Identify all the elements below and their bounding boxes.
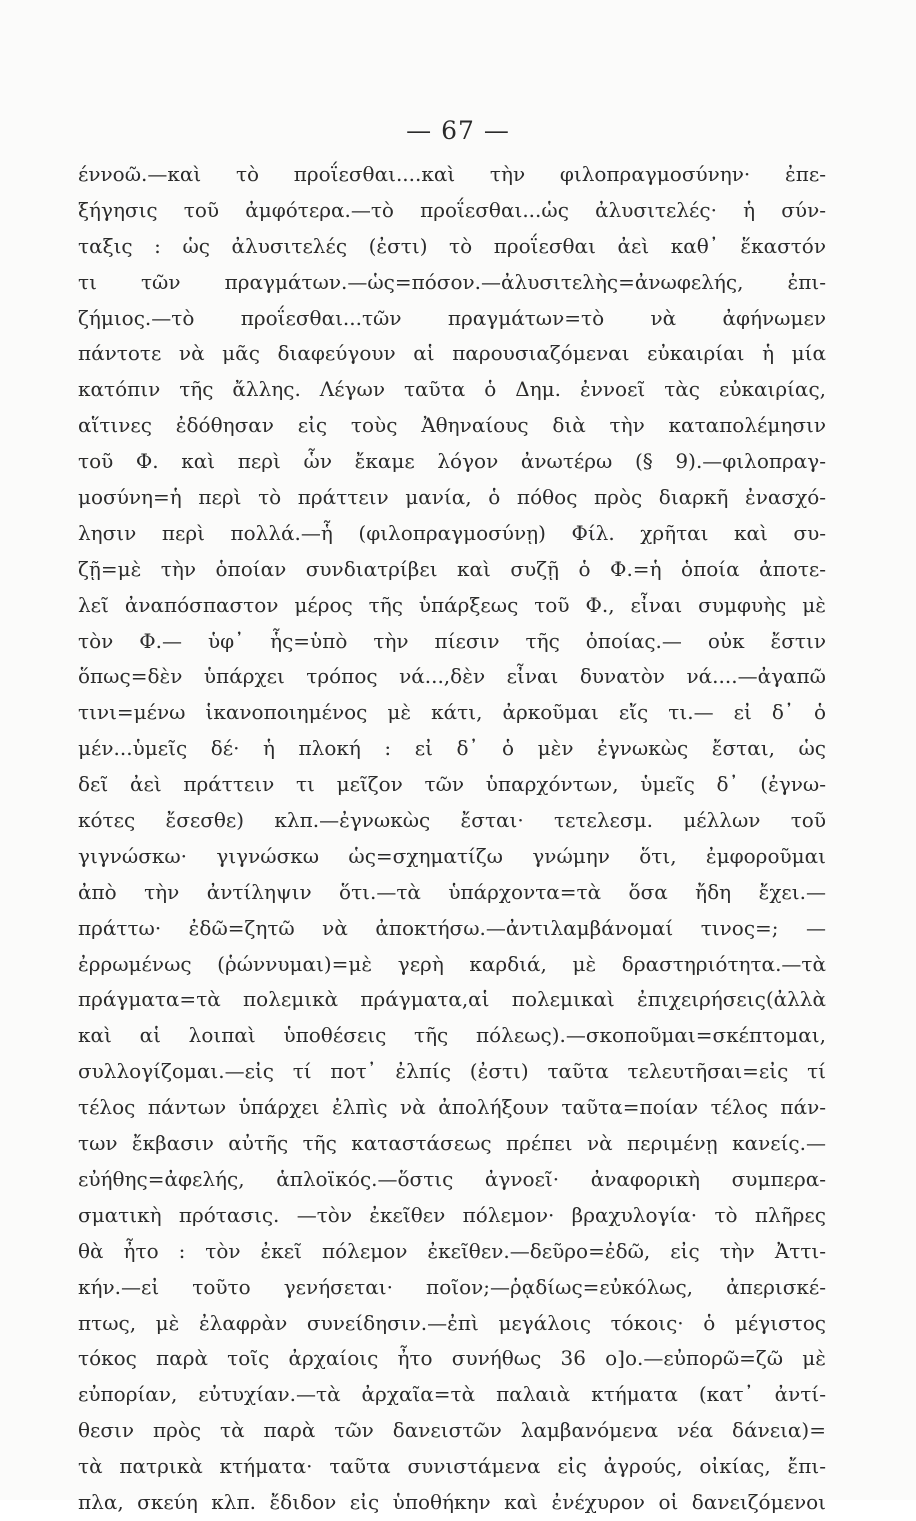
- page-number: — 67 —: [406, 116, 510, 145]
- text-line: θεσιν πρὸς τὰ παρὰ τῶν δανειστῶν λαμβανόμενα νέα δάνεια)=: [78, 1418, 826, 1443]
- text-line: ξήγησις τοῦ ἀμφότερα.—τὸ προΐεσθαι...ὡς ἀλυσιτελές· ἡ σύν-: [78, 197, 826, 222]
- text-line: τὸν Φ.— ὑφ᾽ ἧς=ὑπὸ τὴν πίεσιν τῆς ὁποίας.— οὐκ ἔστιν: [78, 628, 826, 653]
- text-line: ἐρρωμένως (ῥώννυμαι)=μὲ γερὴ καρδιά, μὲ δραστηριότητα.—τὰ: [78, 951, 826, 976]
- text-line: τινι=μένω ἱκανοποιημένος μὲ κάτι, ἀρκοῦμαι εἴς τι.— εἰ δ᾽ ὁ: [78, 700, 826, 725]
- text-line: εὐήθης=ἀφελής, ἁπλοϊκός.—ὅστις ἀγνοεῖ· ἀναφορικὴ συμπερα-: [78, 1166, 826, 1191]
- text-line: εὐπορίαν, εὐτυχίαν.—τὰ ἀρχαῖα=τὰ παλαιὰ κτήματα (κατ᾽ ἀντί-: [78, 1382, 826, 1407]
- text-line: δεῖ ἀεὶ πράττειν τι μεῖζον τῶν ὑπαρχόντων, ὑμεῖς δ᾽ (ἐγνω-: [78, 772, 826, 797]
- text-line: πάντοτε νὰ μᾶς διαφεύγουν αἱ παρουσιαζόμεναι εὐκαιρίαι ἡ μία: [78, 341, 826, 366]
- text-line: πτως, μὲ ἐλαφρὰν συνείδησιν.—ἐπὶ μεγάλοις τόκοις· ὁ μέγιστος: [78, 1310, 826, 1335]
- text-line: θὰ ἦτο : τὸν ἐκεῖ πόλεμον ἐκεῖθεν.—δεῦρο=ἐδῶ, εἰς τὴν Ἀττι-: [78, 1238, 826, 1263]
- text-line: αἵτινες ἐδόθησαν εἰς τοὺς Ἀθηναίους διὰ τὴν καταπολέμησιν: [78, 413, 826, 438]
- text-line: συλλογίζομαι.—εἰς τί ποτ᾽ ἐλπίς (ἐστι) ταῦτα τελευτῆσαι=εἰς τί: [78, 1059, 826, 1084]
- text-line: τι τῶν πραγμάτων.—ὡς=πόσον.—ἀλυσιτελὴς=ἀνωφελής, ἐπι-: [78, 269, 826, 294]
- text-line: γιγνώσκω· γιγνώσκω ὡς=σχηματίζω γνώμην ὅτι, ἐμφοροῦμαι: [78, 843, 826, 868]
- text-line: κότες ἔσεσθε) κλπ.—ἐγνωκὼς ἔσται· τετελεσμ. μέλλων τοῦ: [78, 808, 826, 833]
- text-line: κατόπιν τῆς ἄλλης. Λέγων ταῦτα ὁ Δημ. ἐννοεῖ τὰς εὐκαιρίας,: [78, 377, 826, 402]
- text-line: ὅπως=δὲν ὑπάρχει τρόπος νά...,δὲν εἶναι δυνατὸν νά....—ἀγαπῶ: [78, 664, 826, 689]
- text-line: των ἔκβασιν αὐτῆς τῆς καταστάσεως πρέπει νὰ περιμένῃ κανείς.—: [78, 1131, 826, 1156]
- text-line: καὶ αἱ λοιπαὶ ὑποθέσεις τῆς πόλεως).—σκοποῦμαι=σκέπτομαι,: [78, 1023, 826, 1048]
- text-line: τὰ πατρικὰ κτήματα· ταῦτα συνιστάμενα εἰς ἀγρούς, οἰκίας, ἔπι-: [78, 1454, 826, 1479]
- text-line: έννοῶ.—καὶ τὸ προΐεσθαι....καὶ τὴν φιλοπραγμοσύνην· ἐπε-: [78, 162, 826, 186]
- text-line: λησιν περὶ πολλά.—ἧ (φιλοπραγμοσύνῃ) Φίλ. χρῆται καὶ συ-: [78, 520, 826, 545]
- text-line: ζῇ=μὲ τὴν ὁποίαν συνδιατρίβει καὶ συζῇ ὁ Φ.=ἡ ὁποία ἀποτε-: [78, 556, 826, 581]
- text-line: ταξις : ὡς ἀλυσιτελές (ἐστι) τὸ προΐεσθαι ἀεὶ καθ᾽ ἕκαστόν: [78, 233, 826, 258]
- text-line: ζήμιος.—τὸ προΐεσθαι...τῶν πραγμάτων=τὸ νὰ ἀφήνωμεν: [78, 305, 826, 330]
- commentary-text: [78, 157, 826, 1521]
- text-line: τόκος παρὰ τοῖς ἀρχαίοις ἦτο συνήθως 36 ο]ο.—εὐπορῶ=ζῶ μὲ: [78, 1346, 826, 1371]
- text-line: σματικὴ πρότασις. —τὸν ἐκεῖθεν πόλεμον· βραχυλογία· τὸ πλῆρες: [78, 1202, 826, 1227]
- text-line: ἀπὸ τὴν ἀντίληψιν ὅτι.—τὰ ὑπάρχοντα=τὰ ὅσα ἤδη ἔχει.—: [78, 879, 826, 904]
- text-line: κήν.—εἰ τοῦτο γενήσεται· ποῖον;—ῥᾳδίως=εὐκόλως, ἀπερισκέ-: [78, 1274, 826, 1299]
- text-line: μέν...ὑμεῖς δέ· ἡ πλοκή : εἰ δ᾽ ὁ μὲν ἐγνωκὼς ἔσται, ὡς: [78, 736, 826, 761]
- text-line: πλα, σκεύη κλπ. ἔδιδον εἰς ὑποθήκην καὶ ἐνέχυρον οἱ δανειζόμενοι: [78, 1489, 826, 1514]
- text-line: λεῖ ἀναπόσπαστον μέρος τῆς ὑπάρξεως τοῦ Φ., εἶναι συμφυὴς μὲ: [78, 592, 826, 617]
- text-line: τοῦ Φ. καὶ περὶ ὧν ἔκαμε λόγον ἀνωτέρω (§ 9).—φιλοπραγ-: [78, 449, 826, 474]
- text-line: πράγματα=τὰ πολεμικὰ πράγματα,αἱ πολεμικαὶ ἐπιχειρήσεις(ἀλλὰ: [78, 987, 826, 1012]
- text-line: πράττω· ἐδῶ=ζητῶ νὰ ἀποκτήσω.—ἀντιλαμβάνομαί τινος=; —: [78, 915, 826, 940]
- text-line: μοσύνη=ἡ περὶ τὸ πράττειν μανία, ὁ πόθος πρὸς διαρκῆ ἐνασχό-: [78, 485, 826, 510]
- text-line: τέλος πάντων ὑπάρχει ἐλπὶς νὰ ἀπολήξουν ταῦτα=ποίαν τέλος πάν-: [78, 1095, 826, 1120]
